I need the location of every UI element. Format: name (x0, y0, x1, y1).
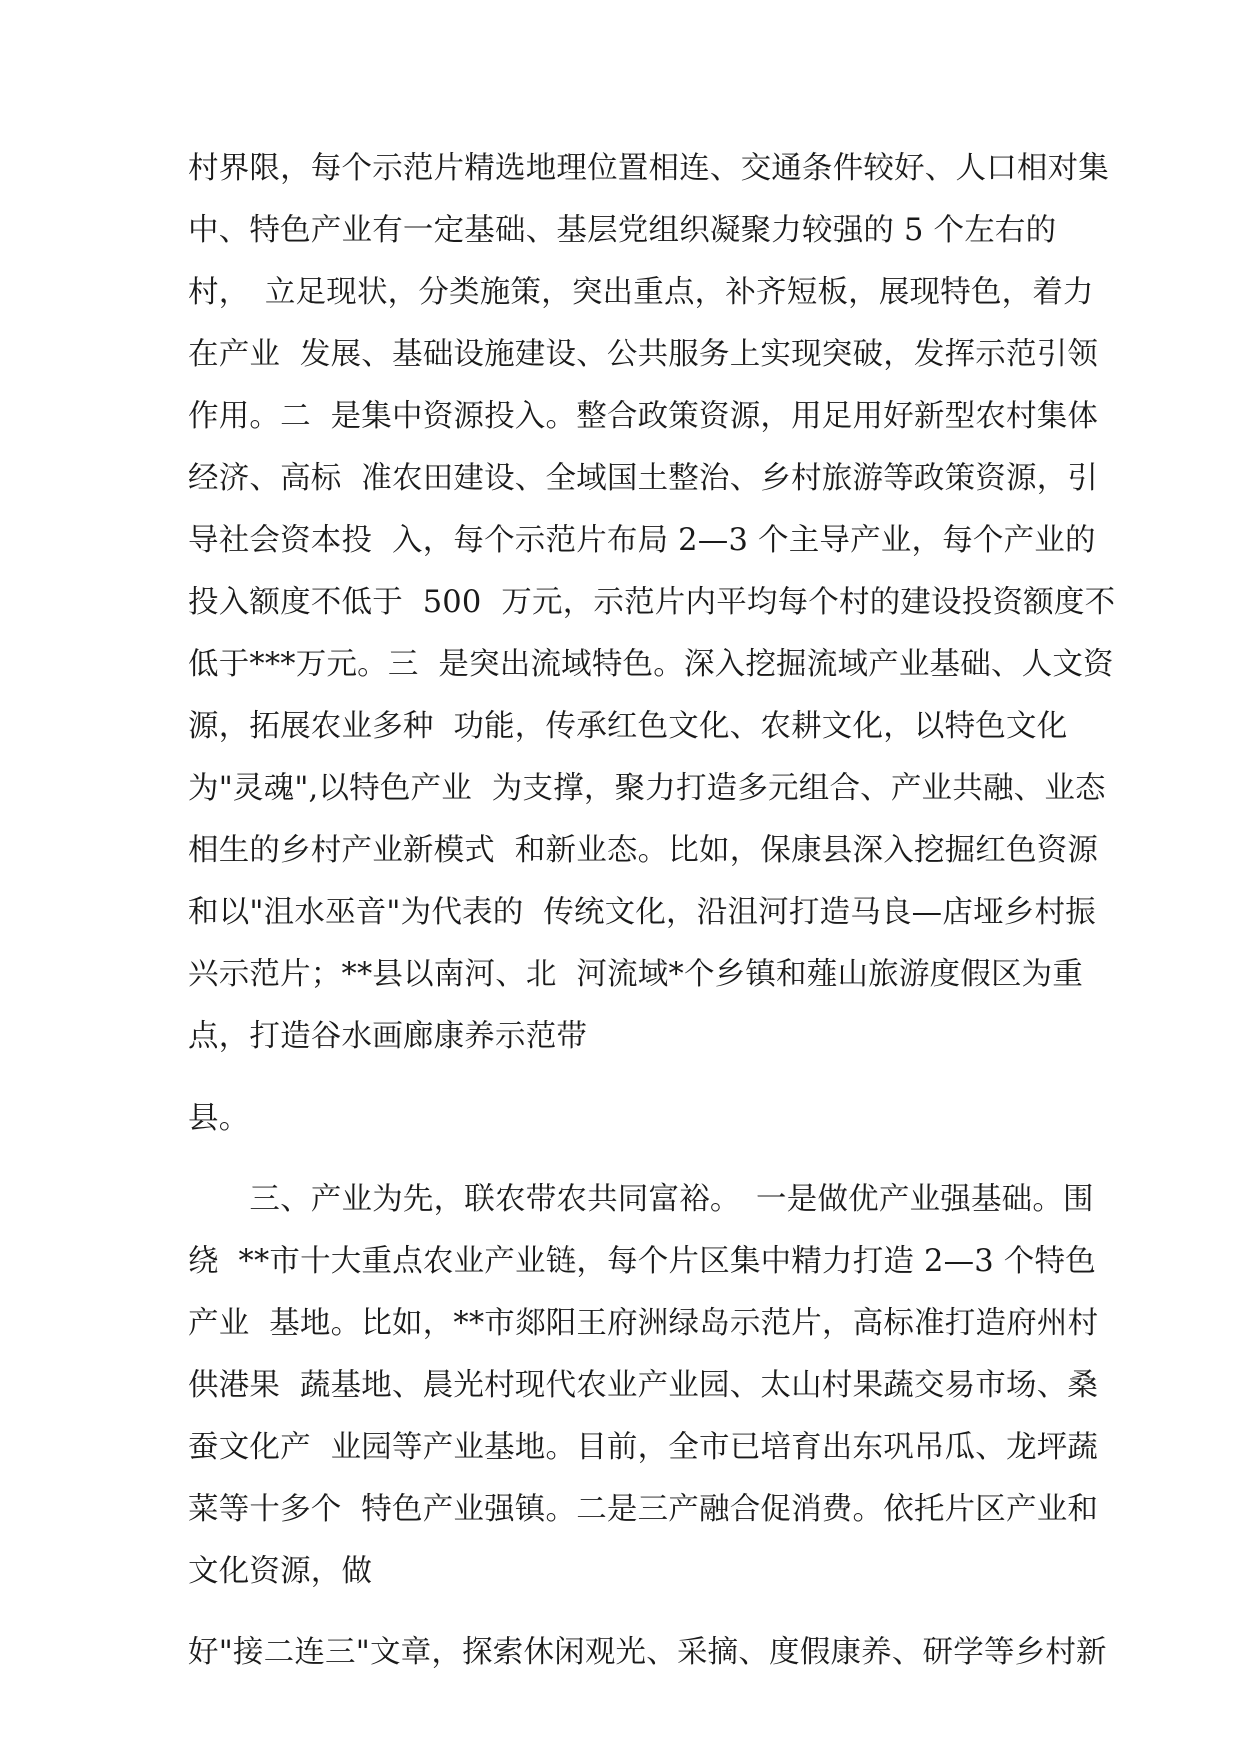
text-line: 县。 (188, 1101, 250, 1136)
text-line: 好"接二连三"文章，探索休闲观光、采摘、度假康养、研学等乡村新 (188, 1635, 1107, 1670)
text-line: 村， 立足现状，分类施策，突出重点，补齐短板，展现特色，着力 (188, 275, 1094, 310)
text-line: 在产业 发展、基础设施建设、公共服务上实现突破，发挥示范引领 (188, 337, 1099, 372)
text-line: 文化资源，做 (188, 1554, 373, 1589)
text-line: 和以"沮水巫音"为代表的 传统文化，沿沮河打造马良—店垭乡村振 (188, 895, 1096, 930)
text-line: 点，打造谷水画廊康养示范带 (188, 1019, 588, 1054)
text-line: 导社会资本投 入，每个示范片布局 2—3 个主导产业，每个产业的 (188, 523, 1096, 558)
text-line: 菜等十多个 特色产业强镇。二是三产融合促消费。依托片区产业和 (188, 1492, 1099, 1527)
text-line: 三、产业为先，联农带农共同富裕。 一是做优产业强基础。围 (188, 1182, 1094, 1217)
text-line: 源，拓展农业多种 功能，传承红色文化、农耕文化，以特色文化 (188, 709, 1068, 744)
text-line: 兴示范片；**县以南河、北 河流域*个乡镇和薤山旅游度假区为重 (188, 957, 1084, 992)
text-line: 相生的乡村产业新模式 和新业态。比如，保康县深入挖掘红色资源 (188, 833, 1099, 868)
text-line: 作用。二 是集中资源投入。整合政策资源，用足用好新型农村集体 (188, 399, 1099, 434)
text-line: 为"灵魂",以特色产业 为支撑，聚力打造多元组合、产业共融、业态 (188, 771, 1106, 806)
text-line: 中、特色产业有一定基础、基层党组织凝聚力较强的 5 个左右的 (188, 213, 1057, 248)
text-line: 产业 基地。比如，**市郯阳王府洲绿岛示范片，高标准打造府州村 (188, 1306, 1099, 1341)
text-line: 供港果 蔬基地、晨光村现代农业产业园、太山村果蔬交易市场、桑 (188, 1368, 1099, 1403)
text-line: 绕 **市十大重点农业产业链，每个片区集中精力打造 2—3 个特色 (188, 1244, 1096, 1279)
text-line: 经济、高标 准农田建设、全域国土整治、乡村旅游等政策资源，引 (188, 461, 1099, 496)
text-line: 村界限，每个示范片精选地理位置相连、交通条件较好、人口相对集 (188, 151, 1109, 186)
text-line: 投入额度不低于 500 万元，示范片内平均每个村的建设投资额度不 (188, 585, 1116, 620)
text-line: 蚕文化产 业园等产业基地。目前，全市已培育出东巩吊瓜、龙坪蔬 (188, 1430, 1099, 1465)
text-line: 低于***万元。三 是突出流域特色。深入挖掘流域产业基础、人文资 (188, 647, 1114, 682)
